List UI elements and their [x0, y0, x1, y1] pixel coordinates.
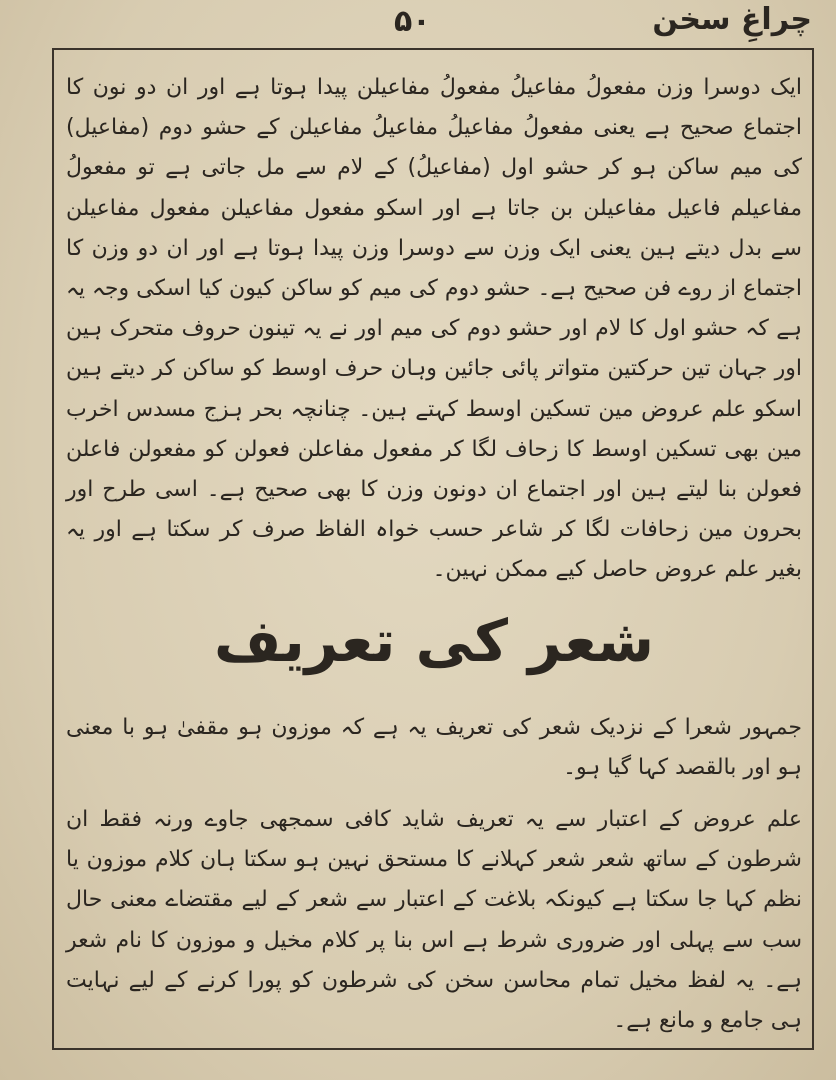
- paragraph-definition: [66, 708, 802, 788]
- paragraph-text: علم عروض کے اعتبار سے یہ تعریف شاید کافی سمجھی جاوے ورنہ فقط ان شرطون کے ساتھ شعر شعر کہلانے کا مستحق نہین ہو سکتا ہان کلام موزون یا نظم کہا جا سکتا ہے کیونکہ بلاغت کے اعتبار سے شعر کے لیے مقتضاے معنی حال سب سے پہلی اور ضروری شرط ہے اس بنا پر کلام مخیل و موزون کا نام شعر ہے۔ یہ لفظ مخیل تمام محاسن سخن کی شرطون کو پورا کرنے کے لیے نہایت ہی جامع و مانع ہے۔: [66, 807, 802, 1034]
- running-title: چراغِ سخن: [652, 2, 812, 37]
- paragraph-text: جمہور شعرا کے نزدیک شعر کی تعریف یہ ہے کہ موزون ہو مقفیٰ ہو با معنی ہو اور بالقصد کہا گیا ہو۔: [66, 715, 802, 781]
- page-number: ۵۰: [394, 4, 431, 39]
- paragraph-text: ایک دوسرا وزن مفعولُ مفاعیلُ مفعولُ مفاعیلن پیدا ہوتا ہے اور ان دو نون کا اجتماع صحیح ہے یعنی مفعولُ مفاعیلُ مفاعیلُ مفاعیلن کے حشو دوم (مفاعیل) کی میم ساکن ہو کر حشو اول (مفاعیلُ) کے لام سے مل جاتی ہے تو مفعولُ مفاعیلم فاعیل مفاعیلن بن جاتا ہے اور اسکو مفعول مفاعیلن مفعول مفاعیلن سے بدل دیتے ہین یعنی ایک وزن سے دوسرا وزن پیدا ہوتا ہے اور ان دو وزن کا اجتماع از روے فن صحیح ہے۔ حشو دوم کی میم کو ساکن کیون کیا اسکی وجہ یہ ہے کہ حشو اول کا لام اور حشو دوم کی میم اور نے یہ تینون حروف متحرک ہین اور جہان تین حرکتین متواتر پائی جائین وہان حرف اوسط کو ساکن کر دیتے ہین اسکو علم عروض مین تسکین اوسط کہتے ہین۔ چنانچہ بحر ہزج مسدس اخرب مین بھی تسکین اوسط کا زحاف لگا کر مفعول مفاعلن فعولن کو مفعولن فاعلن فعولن بنا لیتے ہین اور اجتماع ان دونون وزن کا بھی صحیح ہے۔ اسی طرح اور بحرون مین زحافات لگا کر شاعر حسب خواہ الفاظ صرف کر سکتا ہے اور یہ بغیر علم عروض حاصل کیے ممکن نہین۔: [66, 75, 802, 583]
- section-heading: شعر کی تعریف: [213, 607, 655, 675]
- paragraph-prosody: [66, 68, 802, 588]
- paragraph-commentary: [66, 800, 802, 1040]
